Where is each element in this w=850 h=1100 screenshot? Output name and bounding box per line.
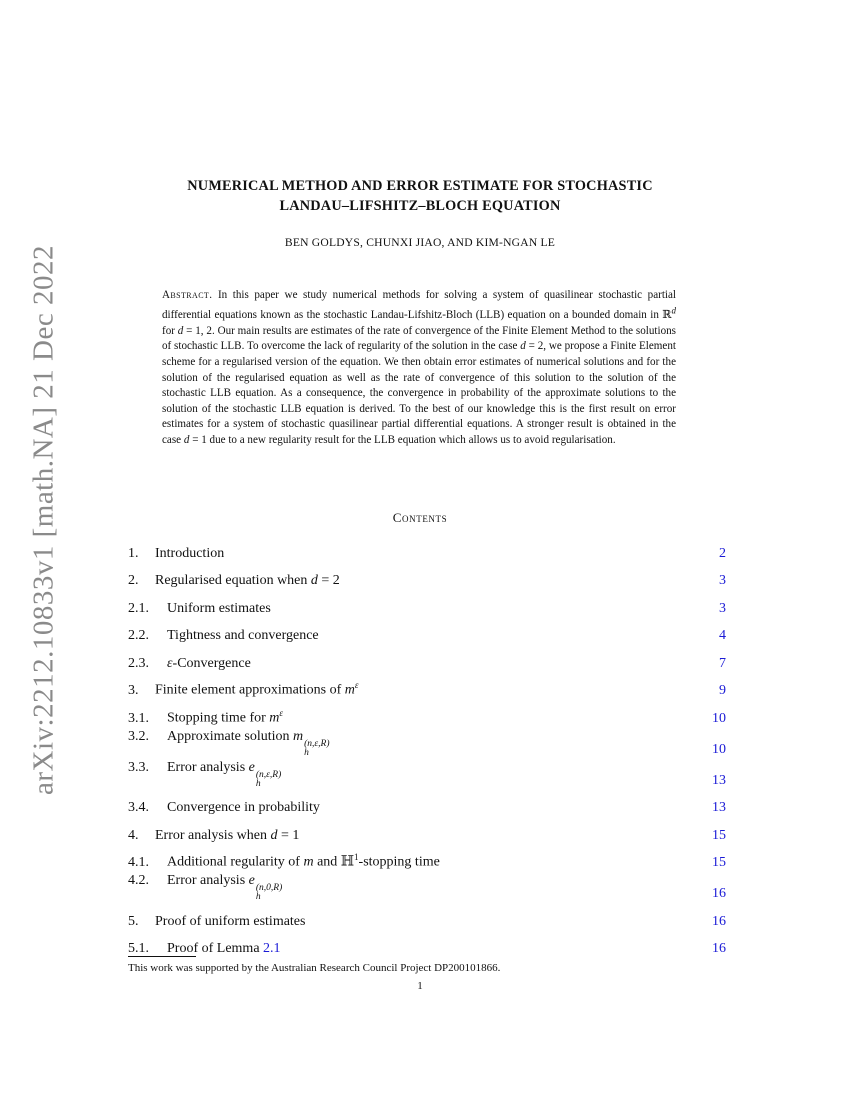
- toc-entry-title: Convergence in probability: [167, 800, 320, 815]
- toc-entry-title: Proof of uniform estimates: [155, 913, 306, 929]
- authors: BEN GOLDYS, CHUNXI JIAO, AND KIM-NGAN LE: [284, 236, 556, 249]
- toc-entry-number: 4.2.: [128, 873, 149, 888]
- paper-title: [100, 176, 740, 216]
- toc-entry-heading: [128, 760, 281, 789]
- toc-entry-page-link[interactable]: 7: [719, 655, 726, 671]
- arxiv-identifier-text: arXiv:2212.10833v1 [math.NA] 21 Dec 2022: [27, 245, 60, 795]
- page-number: 1: [417, 980, 423, 992]
- toc-entry-title: ε-Convergence: [167, 655, 251, 671]
- toc-entry-number: 3.1.: [128, 710, 149, 726]
- toc-entry-title: Proof of Lemma 2.1: [167, 941, 281, 956]
- toc-entry[interactable]: [128, 534, 726, 562]
- toc-entry[interactable]: [128, 699, 726, 727]
- toc-entry-number: 2.3.: [128, 655, 149, 671]
- toc-entry[interactable]: [128, 672, 726, 700]
- toc-entry-heading: [128, 628, 319, 644]
- toc-entry-number: 3.4.: [128, 800, 149, 815]
- toc-entry-title: Error analysis e (n,0,R) h: [167, 873, 283, 902]
- toc-entry[interactable]: [128, 758, 726, 789]
- toc-entry-number: 2.2.: [128, 628, 149, 643]
- toc-entry-heading: [128, 800, 320, 816]
- toc-entry[interactable]: [128, 930, 726, 958]
- toc-entry[interactable]: [128, 789, 726, 817]
- toc-entry-heading: [128, 708, 283, 727]
- table-of-contents: [128, 534, 726, 957]
- toc-entry-title: Additional regularity of m and ℍ$^1$-stopping time: [167, 852, 440, 870]
- toc-entry-title: Error analysis when d = 1: [155, 827, 300, 843]
- contents-heading: Contents: [392, 510, 448, 525]
- toc-entry-heading: [128, 601, 271, 617]
- toc-entry-heading: [128, 656, 251, 672]
- toc-entry-page-link[interactable]: 13: [712, 772, 726, 788]
- toc-entry-heading: [128, 546, 224, 562]
- toc-entry-title: Error analysis e (n,ε,R) h: [167, 759, 282, 789]
- abstract-text: In this paper we study numerical methods for solving a system of quasilinear stochastic partial differential equations known as the stochastic Landau-Lifshitz-Bloch (LLB) equation on a bounded domain in ℝ$^d$ for d = 1, 2. Our main results are estimates of the rate of convergence of the Finite Element Method to the solutions of stochastic LLB. To overcome the lack of regularity of the solution in the case d = 2, we propose a Finite Element scheme for a regularised version of the equation. We then obtain error estimates of numerical solutions and for the solution of the regularised equation as well as the rate of convergence of this solution to the solution of the stochastic LLB equation. As a consequence, the convergence in probability of the approximate solutions to the solution of the stochastic LLB equation is derived. To the best of our knowledge this is the first result on error estimates for a system of stochastic quasilinear partial differential equations. A stronger result is obtained in the case d = 1 due to a new regularity result for the LLB equation which allows us to avoid regularisation.: [162, 289, 676, 447]
- toc-entry[interactable]: [128, 816, 726, 844]
- footnote-rule: [128, 956, 196, 957]
- toc-entry-heading: [128, 914, 305, 930]
- toc-entry-heading: [128, 873, 282, 902]
- toc-entry-page-link[interactable]: 10: [712, 710, 726, 726]
- toc-entry-number: 3.2.: [128, 728, 149, 744]
- toc-entry-heading: [128, 828, 299, 844]
- arxiv-side-identifier: [14, 240, 74, 800]
- toc-entry-page-link[interactable]: 16: [712, 941, 726, 956]
- toc-entry-number: 5.: [128, 913, 139, 929]
- toc-entry[interactable]: [128, 617, 726, 645]
- abstract-label: Abstract.: [162, 289, 213, 301]
- toc-entry-page-link[interactable]: 15: [712, 827, 726, 843]
- toc-entry-number: 4.: [128, 827, 139, 843]
- toc-entry-page-link[interactable]: 16: [712, 913, 726, 929]
- footnote: This work was supported by the Australian Research Council Project DP200101866.: [128, 962, 501, 974]
- toc-entry[interactable]: [128, 727, 726, 758]
- toc-entry-title: Approximate solution m (n,ε,R) h: [167, 728, 330, 758]
- toc-entry-number: 3.: [128, 683, 139, 698]
- toc-entry-heading: [128, 729, 330, 758]
- toc-entry-page-link[interactable]: 2: [719, 545, 726, 561]
- toc-entry[interactable]: [128, 844, 726, 872]
- toc-entry-page-link[interactable]: 15: [712, 855, 726, 870]
- toc-entry-page-link[interactable]: 9: [719, 683, 726, 698]
- toc-entry[interactable]: [128, 562, 726, 590]
- abstract: [162, 288, 676, 449]
- toc-entry-page-link[interactable]: 13: [712, 800, 726, 815]
- toc-entry-title: Tightness and convergence: [167, 628, 319, 643]
- toc-entry-number: 2.: [128, 573, 139, 588]
- toc-entry-page-link[interactable]: 16: [712, 886, 726, 901]
- toc-entry[interactable]: [128, 902, 726, 930]
- title-line-2: LANDAU–LIFSHITZ–BLOCH EQUATION: [279, 198, 561, 214]
- toc-entry[interactable]: [128, 589, 726, 617]
- toc-entry-title: Introduction: [155, 545, 225, 561]
- title-line-1: NUMERICAL METHOD AND ERROR ESTIMATE FOR STOCHASTIC: [187, 178, 653, 194]
- toc-entry-number: 1.: [128, 545, 139, 561]
- toc-entry-page-link[interactable]: 10: [712, 741, 726, 757]
- toc-entry[interactable]: [128, 871, 726, 902]
- toc-entry-number: 3.3.: [128, 759, 149, 775]
- toc-entry-heading: [128, 852, 440, 871]
- toc-entry-heading: [128, 573, 340, 589]
- toc-entry-number: 5.1.: [128, 941, 149, 956]
- toc-entry-title: Stopping time for $m^\varepsilon$: [167, 707, 283, 726]
- toc-entry-heading: [128, 680, 358, 699]
- toc-entry-number: 2.1.: [128, 600, 149, 616]
- toc-entry-title: Finite element approximations of $m^\varepsilon$: [155, 680, 359, 698]
- toc-entry-page-link[interactable]: 4: [719, 628, 726, 643]
- toc-entry[interactable]: [128, 644, 726, 672]
- toc-entry-page-link[interactable]: 3: [719, 573, 726, 588]
- toc-entry-number: 4.1.: [128, 855, 149, 870]
- toc-entry-title: Uniform estimates: [167, 600, 271, 616]
- toc-entry-page-link[interactable]: 3: [719, 600, 726, 616]
- toc-entry-title: Regularised equation when d = 2: [155, 573, 340, 588]
- toc-entry-heading: [128, 941, 281, 957]
